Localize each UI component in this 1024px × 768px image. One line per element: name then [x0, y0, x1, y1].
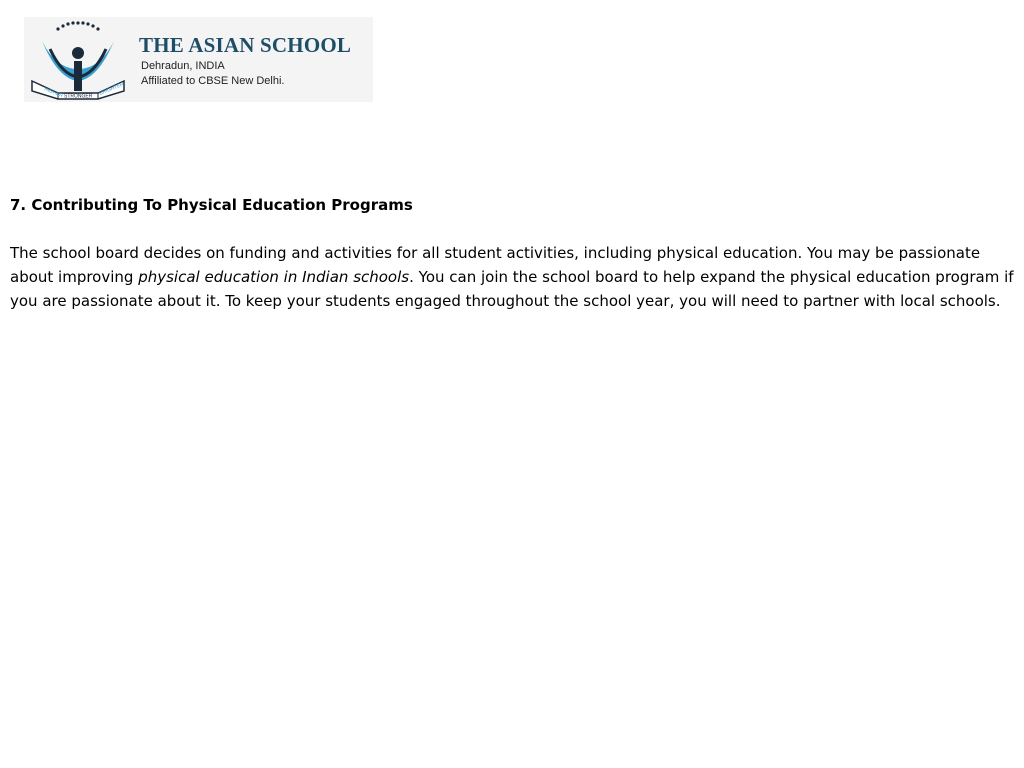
school-location: Dehradun, INDIA [141, 60, 225, 72]
paragraph-text-end: . You can join the school board to help expand the physical education program if you are passionate about it. To keep your students engaged throughout the school year, you will need to partner with local schools. [10, 268, 1014, 310]
school-name: THE ASIAN SCHOOL [139, 33, 352, 57]
paragraph-text-start: The school board decides on funding and activities for all student activities, including physical education. You may be passionate about improving [10, 244, 981, 286]
school-affiliation: Affiliated to CBSE New Delhi. [141, 75, 285, 87]
motto-stronger: STRONGER [64, 93, 93, 100]
school-emblem-icon [28, 19, 128, 101]
motto-higher: HIGHER [43, 86, 64, 100]
article [10, 193, 1014, 313]
emphasized-phrase: physical education in Indian schools [138, 268, 410, 286]
section-heading: 7. Contributing To Physical Education Programs [10, 196, 413, 214]
school-logo [24, 17, 373, 102]
section-paragraph [10, 241, 1014, 313]
motto-brighter: BRIGHTER [98, 81, 125, 97]
